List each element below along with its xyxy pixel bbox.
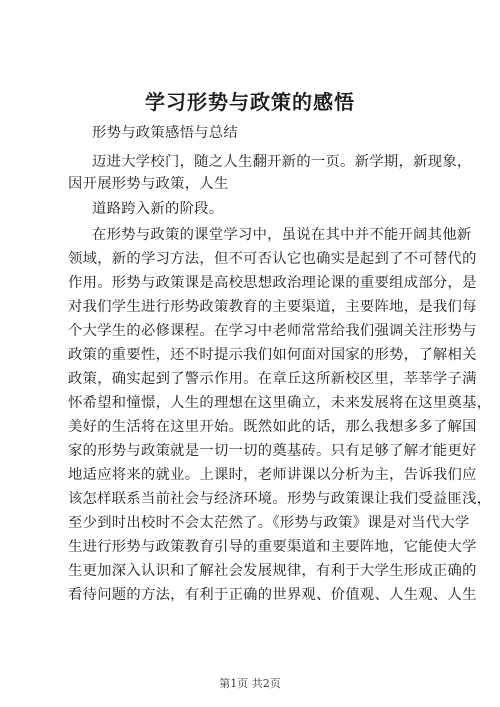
body-line: 生进行形势与政策教育引导的重要渠道和主要阵地，它能使大学 — [68, 539, 477, 555]
body-line: 政策，确实起到了警示作用。在章丘这所新校区里，莘莘学子满 — [68, 371, 477, 387]
body-line: 对我们学生进行形势政策教育的主要渠道，主要阵地，是我们每 — [68, 299, 477, 315]
body-line: 作用。形势与政策课是高校思想政治理论课的重要组成部分，是 — [68, 275, 477, 291]
body-line: 至少到时出校时不会太茫然了。《形势与政策》课是对当代大学 — [68, 515, 470, 531]
body-line: 生更加深入认识和了解社会发展规律，有利于大学生形成正确的 — [68, 563, 477, 579]
paragraph-line: 因开展形势与政策，人生 — [68, 176, 229, 192]
body-line: 地适应将来的就业。上课时，老师讲课以分析为主，告诉我们应 — [68, 467, 477, 483]
paragraph-line: 迈进大学校门，随之人生翻开新的一页。新学期，新现象， — [92, 154, 472, 170]
page-indicator: 第1页 共2页 — [219, 677, 281, 690]
document-subtitle: 形势与政策感悟与总结 — [92, 125, 238, 141]
document-title: 学习形势与政策的感悟 — [145, 90, 355, 114]
paragraph-line: 道路跨入新的阶段。 — [92, 201, 224, 217]
body-line: 美好的生活将在这里开始。既然如此的话，那么我想多多了解国 — [68, 419, 477, 435]
body-line: 家的形势与政策就是一切一切的奠基砖。只有足够了解才能更好 — [68, 443, 477, 459]
body-line: 看待问题的方法，有利于正确的世界观、价值观、人生观、人生 — [68, 587, 477, 603]
body-line: 领域，新的学习方法，但不可否认它也确实是起到了不可替代的 — [68, 251, 477, 267]
body-line: 政策的重要性，还不时提示我们如何面对国家的形势，了解相关 — [68, 347, 477, 363]
body-line: 个大学生的必修课程。在学习中老师常常给我们强调关注形势与 — [68, 323, 477, 339]
body-line: 该怎样联系当前社会与经济环境。形势与政策课让我们受益匪浅， — [68, 491, 492, 507]
body-line: 在形势与政策的课堂学习中，虽说在其中并不能开阔其他新 — [92, 227, 472, 243]
body-line: 怀希望和憧憬，人生的理想在这里确立，未来发展将在这里奠基， — [68, 395, 492, 411]
